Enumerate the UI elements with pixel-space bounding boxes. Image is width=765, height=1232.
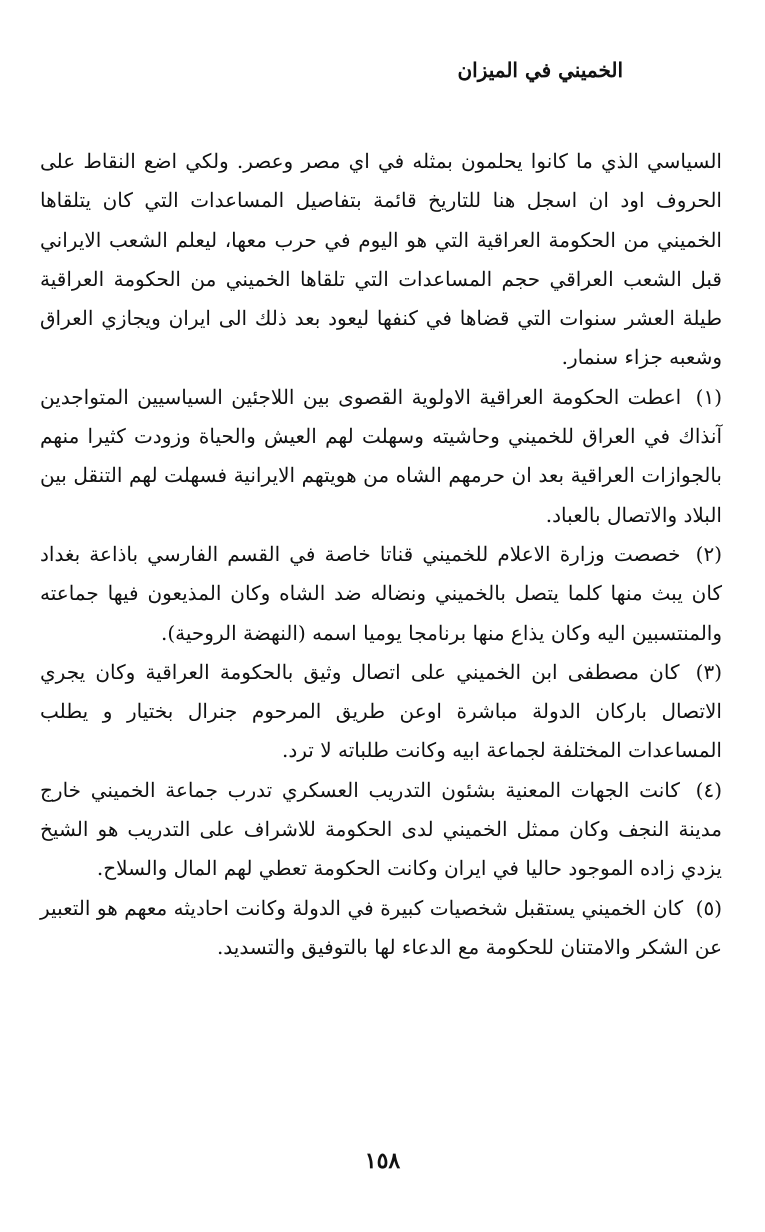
page-number: ١٥٨ <box>364 1148 401 1174</box>
body-text <box>40 142 722 967</box>
item-text: اعطت الحكومة العراقية الاولوية القصوى بين اللاجئين السياسيين المتواجدين آنذاك في العراق للخميني وحاشيته وسهلت لهم العيش والحياة وزودت كثيرا منهم بالجوازات العراقية بعد ان حرمهم الشاه من هويتهم الايرانية فسهلت لهم التنقل بين البلاد والاتصال بالعباد. <box>40 384 722 527</box>
item-text: خصصت وزارة الاعلام للخميني قناتا خاصة في القسم الفارسي باذاعة بغداد كان يبث منها كلما يتصل بالخميني ونضاله ضد الشاه وكان المذيعون فيها جماعته والمنتسبين اليه وكان يذاع منها برنامجا يوميا اسمه (النهضة الروحية). <box>40 541 722 645</box>
list-item <box>40 771 722 889</box>
item-text: كانت الجهات المعنية بشئون التدريب العسكري تدرب جماعة الخميني خارج مدينة النجف وكان ممثل الخميني لدى الحكومة للاشراف على التدريب هو الشيخ يزدي زاده الموجود حاليا في ايران وكانت الحكومة تعطي لهم المال والسلاح. <box>40 777 722 881</box>
item-text: كان الخميني يستقبل شخصيات كبيرة في الدولة وكانت احاديثه معهم هو التعبير عن الشكر والامتنان للحكومة مع الدعاء لها بالتوفيق والتسديد. <box>40 895 722 959</box>
running-head: الخميني في الميزان <box>457 58 623 82</box>
item-number: (٣) <box>695 659 723 684</box>
intro-paragraph: السياسي الذي ما كانوا يحلمون بمثله في اي مصر وعصر. ولكي اضع النقاط على الحروف اود ان اسجل هنا للتاريخ قائمة بتفاصيل المساعدات التي كان يتلقاها الخميني من الحكومة العراقية التي هو اليوم في حرب معها، ليعلم الشعب الايراني قبل الشعب العراقي حجم المساعدات التي تلقاها الخميني من الحكومة العراقية طيلة العشر سنوات التي قضاها في كنفها ليعود بعد ذلك الى ايران ويجازي العراق وشعبه جزاء سنمار. <box>40 149 722 370</box>
item-number: (٢) <box>695 541 723 566</box>
list-item <box>40 535 722 653</box>
item-number: (٥) <box>695 895 723 920</box>
list-item <box>40 378 722 535</box>
item-text: كان مصطفى ابن الخميني على اتصال وثيق بالحكومة العراقية وكان يجري الاتصال باركان الدولة مباشرة اوعن طريق المرحوم جنرال بختيار و يطلب المساعدات المختلفة لجماعة ابيه وكانت طلباته لا ترد. <box>40 659 722 763</box>
item-number: (٤) <box>695 777 722 802</box>
item-number: (١) <box>695 384 723 409</box>
list-item <box>40 889 722 968</box>
list-item <box>40 653 722 771</box>
